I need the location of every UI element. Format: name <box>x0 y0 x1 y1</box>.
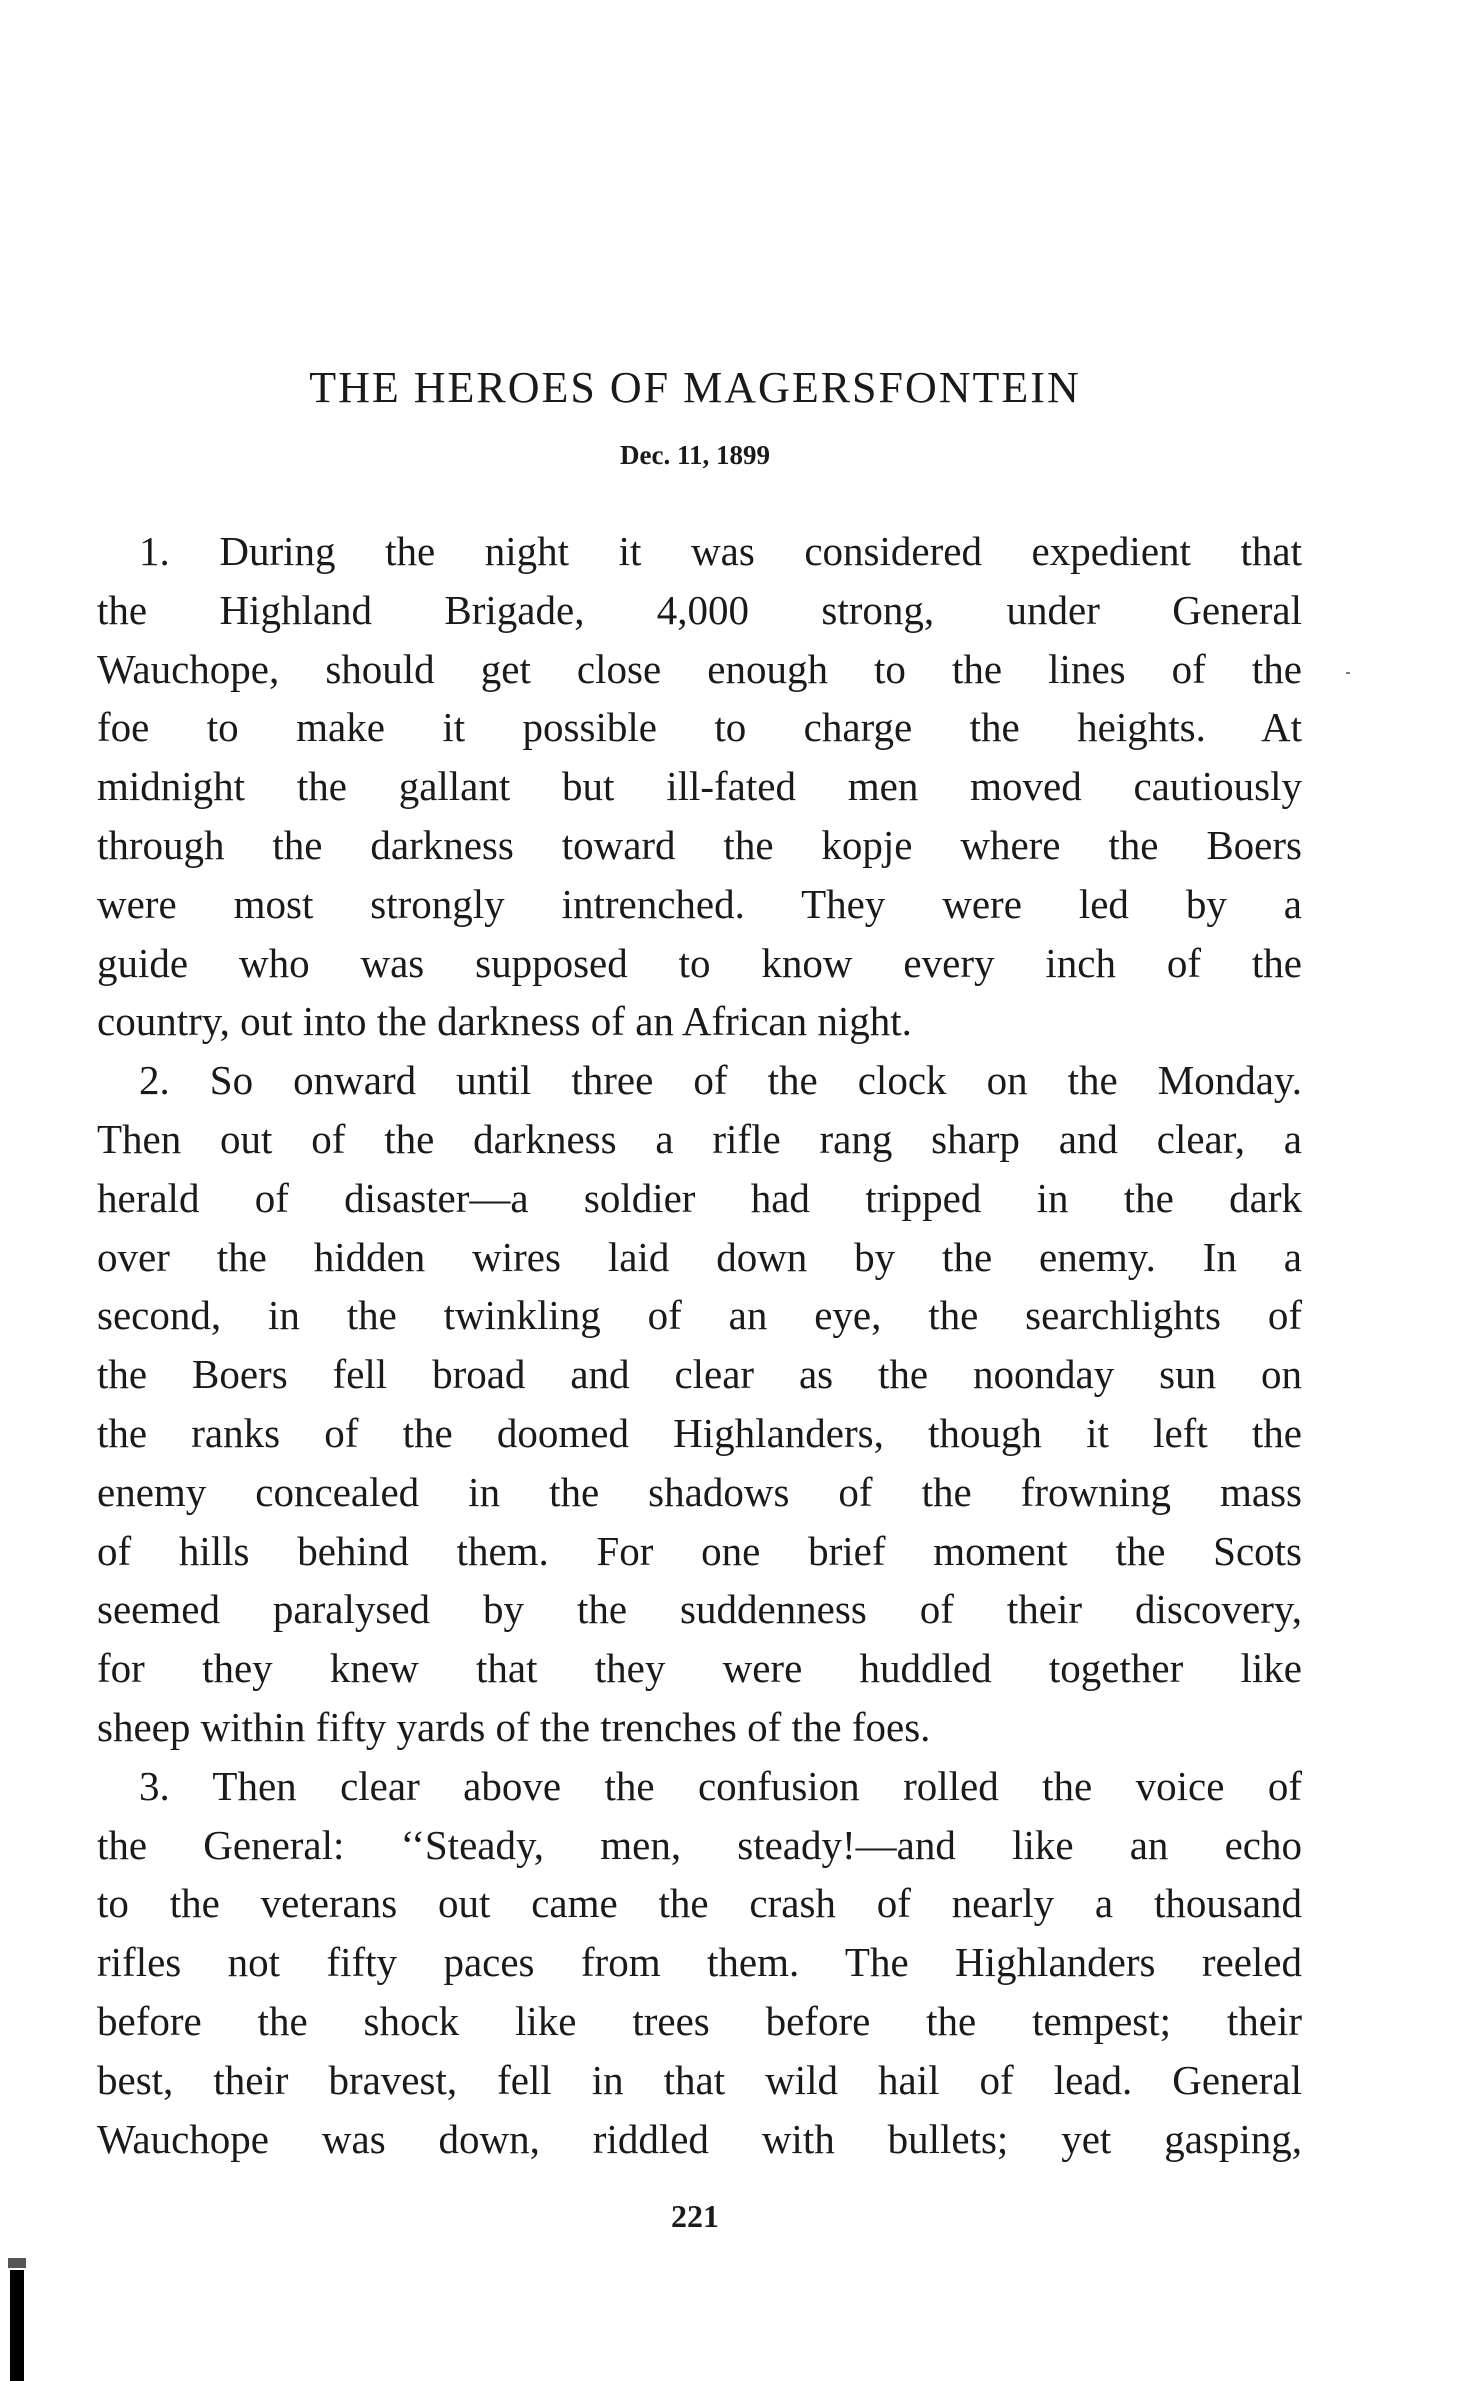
text-line: sheep within fifty yards of the trenches of the foes. <box>97 1703 931 1750</box>
text-line: foe to make it possible to charge the heights. At <box>97 704 1302 751</box>
body-text <box>97 522 1302 2168</box>
text-line: Wauchope, should get close enough to the lines of the <box>97 645 1302 692</box>
text-line: herald of disaster—a soldier had tripped in the dark <box>97 1174 1302 1221</box>
text-line: before the shock like trees before the tempest; their <box>97 1997 1302 2044</box>
text-line: rifles not fifty paces from them. The Highlanders reeled <box>97 1939 1302 1986</box>
text-line: enemy concealed in the shadows of the frowning mass <box>97 1468 1302 1515</box>
scan-artifact-fleck <box>8 2258 26 2268</box>
text-line: 2. So onward until three of the clock on the Monday. <box>139 1057 1302 1104</box>
text-line: midnight the gallant but ill-fated men moved cautiously <box>97 763 1302 810</box>
text-line: to the veterans out came the crash of nearly a thousand <box>97 1880 1302 1927</box>
text-line: for they knew that they were huddled together like <box>97 1645 1302 1692</box>
text-line: guide who was supposed to know every inch of the <box>97 939 1302 986</box>
text-line: through the darkness toward the kopje where the Boers <box>97 821 1302 868</box>
text-line: country, out into the darkness of an African night. <box>97 998 912 1045</box>
text-line: 1. During the night it was considered expedient that <box>139 528 1302 574</box>
text-line: Then out of the darkness a rifle rang sharp and clear, a <box>97 1115 1302 1162</box>
chapter-title: THE HEROES OF MAGERSFONTEIN <box>309 363 1081 412</box>
text-line: were most strongly intrenched. They were led by a <box>97 880 1302 927</box>
text-line: the General: ‘‘Steady, men, steady!—and like an echo <box>97 1821 1302 1868</box>
text-line: over the hidden wires laid down by the enemy. In a <box>97 1233 1302 1280</box>
text-line: the Boers fell broad and clear as the noonday sun on <box>97 1351 1302 1398</box>
text-line: Wauchope was down, riddled with bullets; yet gasping, <box>97 2115 1302 2162</box>
text-line: the Highland Brigade, 4,000 strong, under General <box>97 586 1302 633</box>
text-line: second, in the twinkling of an eye, the searchlights of <box>97 1292 1302 1339</box>
text-line: the ranks of the doomed Highlanders, though it left the <box>97 1409 1302 1456</box>
text-line: seemed paralysed by the suddenness of their discovery, <box>97 1586 1302 1633</box>
page-number: 221 <box>671 2198 719 2234</box>
margin-speck <box>1346 672 1350 674</box>
text-line: best, their bravest, fell in that wild hail of lead. General <box>97 2056 1302 2103</box>
text-line: 3. Then clear above the confusion rolled the voice of <box>139 1762 1302 1809</box>
chapter-date: Dec. 11, 1899 <box>620 440 770 470</box>
text-line: of hills behind them. For one brief moment the Scots <box>97 1527 1302 1574</box>
scan-edge-bar <box>10 2270 24 2381</box>
